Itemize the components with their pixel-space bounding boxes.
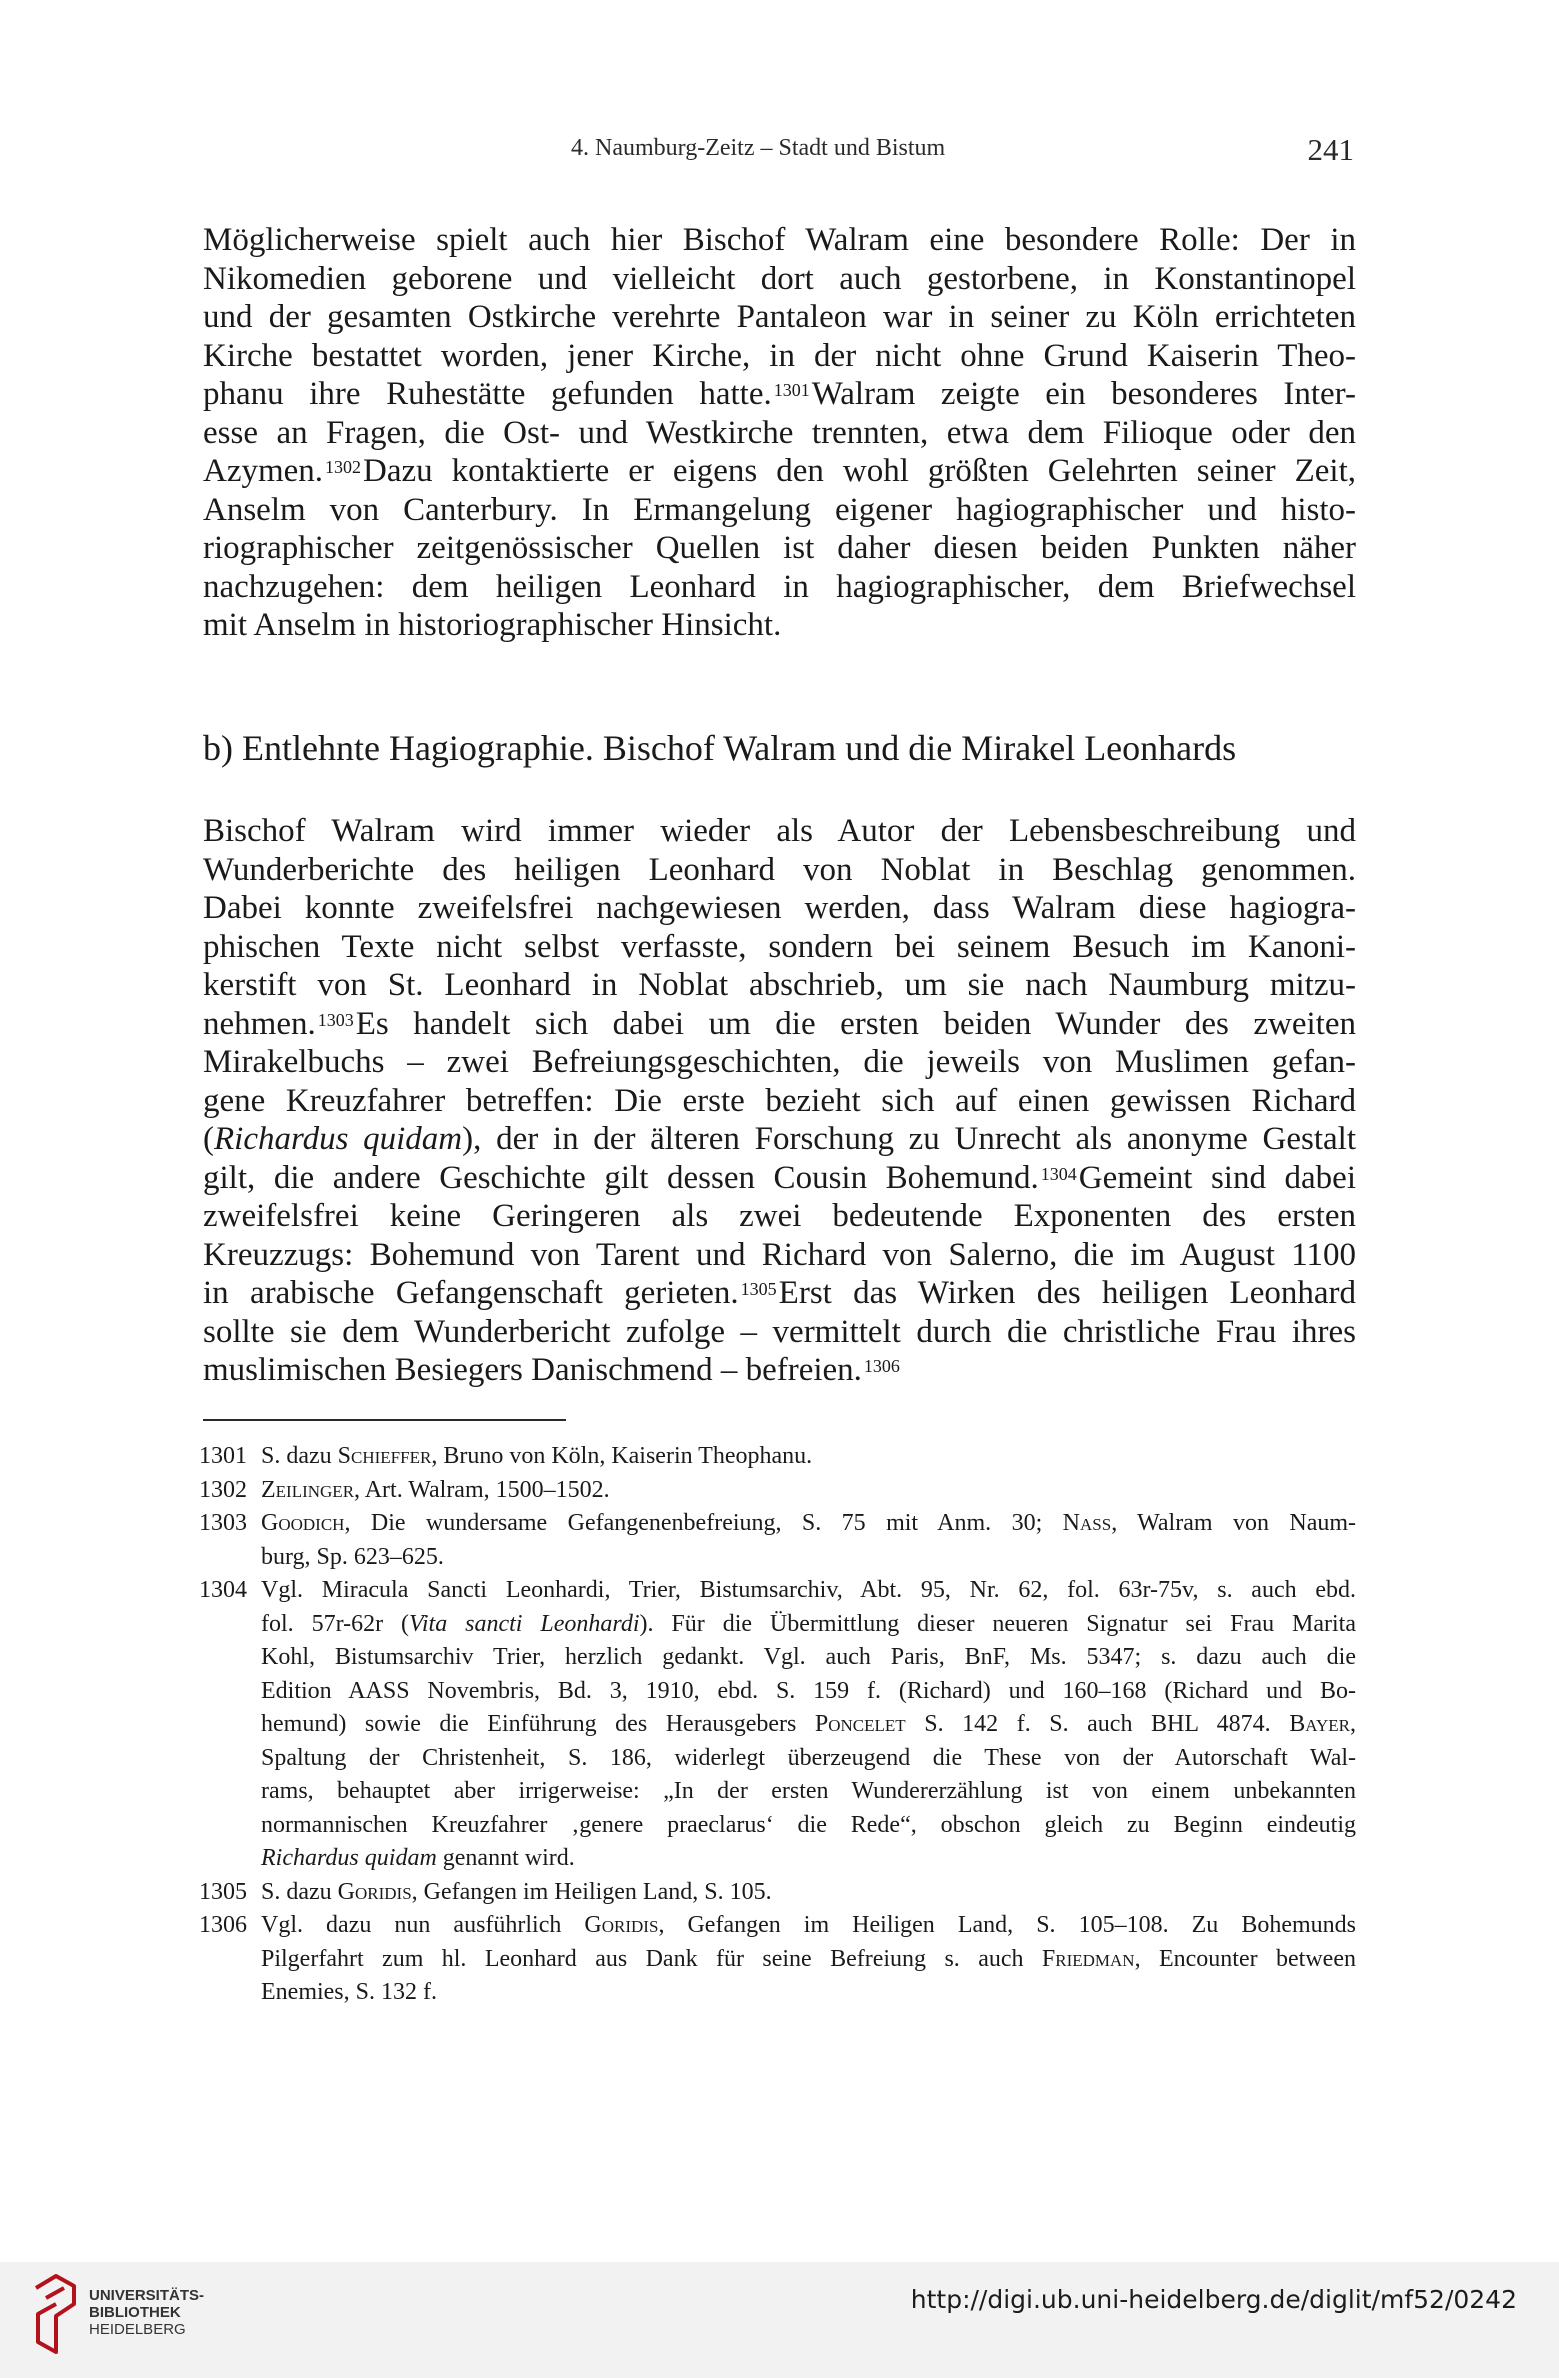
- text-line: mit Anselm in historiographischer Hinsicht.: [203, 607, 782, 643]
- text-line: gene Kreuzfahrer betreffen: Die erste bezieht sich auf einen gewissen Richard: [203, 1082, 1356, 1119]
- footnote-ref-1305[interactable]: 1305: [740, 1279, 777, 1299]
- footnote-line: Vgl. dazu nun ausführlich Goridis, Gefangen im Heiligen Land, S. 105–108. Zu Bohemunds: [261, 1912, 1356, 1938]
- text-line: Bischof Walram wird immer wieder als Autor der Lebensbeschreibung und: [203, 813, 1356, 849]
- footnote-line: S. dazu Schieffer, Bruno von Köln, Kaiserin Theophanu.: [261, 1443, 813, 1469]
- italic-term: Richardus quidam: [214, 1121, 463, 1157]
- text-line: zweifelsfrei keine Geringeren als zwei bedeutende Exponenten des ersten: [203, 1198, 1356, 1234]
- footnote-ref-1304[interactable]: 1304: [1040, 1163, 1077, 1184]
- footnote-line: Zeilinger, Art. Walram, 1500–1502.: [261, 1476, 610, 1503]
- text-line: Wunderberichte des heiligen Leonhard von Noblat in Beschlag genommen.: [203, 851, 1356, 888]
- section-heading: b) Entlehnte Hagiographie. Bischof Walram und die Mirakel Leonhards: [203, 728, 1237, 768]
- text-line: Möglicherweise spielt auch hier Bischof Walram eine besondere Rolle: Der in: [203, 222, 1356, 258]
- text-line: muslimischen Besiegers Danischmend – befreien. $^{1306}$: [203, 1352, 900, 1388]
- footnote-1305: [199, 1876, 1356, 1910]
- footnote-line: Kohl, Bistumsarchiv Trier, herzlich gedankt. Vgl. auch Paris, BnF, Ms. 5347; s. dazu auch die: [261, 1644, 1356, 1670]
- library-name: UNIVERSITÄTS- BIBLIOTHEK HEIDELBERG: [89, 2287, 205, 2338]
- text-line: Nikomedien geborene und vielleicht dort auch gestorbene, in Konstantinopel: [203, 260, 1356, 297]
- text-line: und der gesamten Ostkirche verehrte Pantaleon war in seiner zu Köln errichteten: [203, 299, 1356, 335]
- text-line: (Richardus quidam), der in der älteren Forschung zu Unrecht als anonyme Gestalt: [203, 1121, 1356, 1157]
- text-line: Dabei konnte zweifelsfrei nachgewiesen werden, dass Walram diese hagiogra-: [203, 890, 1356, 926]
- main-paragraph: [203, 812, 1356, 1390]
- text-line: riographischer zeitgenössischer Quellen ist daher diesen beiden Punkten näher: [203, 530, 1356, 566]
- text-line: Mirakelbuchs – zwei Befreiungsgeschichten, die jeweils von Muslimen gefan-: [203, 1044, 1356, 1080]
- page-number: 241: [1307, 132, 1354, 167]
- footnote-number: 1304: [199, 1577, 247, 1603]
- text-line: Kreuzzugs: Bohemund von Tarent und Richard von Salerno, die im August 1100: [203, 1236, 1356, 1273]
- text-line: nehmen. $^{1303}$Es handelt sich dabei um die ersten beiden Wunder des zweiten: [203, 1005, 1356, 1042]
- footnote-number: 1306: [199, 1912, 247, 1938]
- footnote-1306: [199, 1909, 1356, 2010]
- footnote-line: S. dazu Goridis, Gefangen im Heiligen Land, S. 105.: [261, 1878, 772, 1905]
- text-line: kerstift von St. Leonhard in Noblat abschrieb, um sie nach Naumburg mitzu-: [203, 967, 1356, 1003]
- footnote-line: burg, Sp. 623–625.: [261, 1543, 444, 1570]
- footnote-1303: [199, 1507, 1356, 1574]
- text-line: phanu ihre Ruhestätte gefunden hatte. $^{1301}$Walram zeigte ein besonderes Inter-: [203, 376, 1356, 412]
- intro-paragraph: [203, 221, 1356, 645]
- text-line: esse an Fragen, die Ost- und Westkirche trennten, etwa dem Filioque oder den: [203, 414, 1356, 451]
- text-line: in arabische Gefangenschaft gerieten. $^{1305}$Erst das Wirken des heiligen Leonhard: [203, 1275, 1356, 1311]
- text-line: gilt, die andere Geschichte gilt dessen Cousin Bohemund. $^{1304}$Gemeint sind dabei: [203, 1159, 1356, 1196]
- footer-bar: [0, 2262, 1559, 2378]
- text-line: sollte sie dem Wunderbericht zufolge – vermittelt durch die christliche Frau ihres: [203, 1313, 1356, 1350]
- footnote-line: Spaltung der Christenheit, S. 186, widerlegt überzeugend die These von der Autorschaft Wal-: [261, 1744, 1356, 1771]
- running-title: 4. Naumburg-Zeitz – Stadt und Bistum: [571, 135, 946, 161]
- footnote-ref-1303[interactable]: 1303: [317, 1009, 354, 1030]
- footnote-ref-1306[interactable]: 1306: [863, 1356, 900, 1376]
- source-url-link[interactable]: http://digi.ub.uni-heidelberg.de/diglit/mf52/0242: [910, 2285, 1517, 2314]
- footnote-line: Pilgerfahrt zum hl. Leonhard aus Dank für seine Befreiung s. auch Friedman, Encounter between: [261, 1945, 1356, 1972]
- footnote-number: 1301: [199, 1443, 247, 1469]
- footnote-ref-1301[interactable]: 1301: [773, 380, 810, 400]
- footnote-line: hemund) sowie die Einführung des Herausgebers Poncelet S. 142 f. S. auch BHL 4874. Bayer,: [261, 1711, 1356, 1737]
- text-line: Kirche bestattet worden, jener Kirche, in der nicht ohne Grund Kaiserin Theo-: [203, 337, 1356, 374]
- text-line: Azymen. $^{1302}$Dazu kontaktierte er eigens den wohl größten Gelehrten seiner Zeit,: [203, 453, 1356, 489]
- footnote-number: 1303: [199, 1510, 247, 1536]
- footnote-line: Edition AASS Novembris, Bd. 3, 1910, ebd. S. 159 f. (Richard) und 160–168 (Richard und Bo-: [261, 1677, 1356, 1704]
- footnote-ref-1302[interactable]: 1302: [325, 457, 362, 477]
- footnote-line: Enemies, S. 132 f.: [261, 1979, 437, 2005]
- footnote-1304: [199, 1574, 1356, 1876]
- footnote-line: Goodich, Die wundersame Gefangenenbefreiung, S. 75 mit Anm. 30; Naß, Walram von Naum-: [261, 1510, 1357, 1536]
- footnote-number: 1302: [199, 1476, 247, 1503]
- footnote-1302: [199, 1474, 1356, 1508]
- footnotes: [199, 1440, 1356, 2010]
- text-line: nachzugehen: dem heiligen Leonhard in hagiographischer, dem Briefwechsel: [203, 568, 1356, 605]
- text-line: phischen Texte nicht selbst verfasste, sondern bei seinem Besuch im Kanoni-: [203, 928, 1356, 965]
- footnote-line: normannischen Kreuzfahrer ‚genere praeclarus‘ die Rede“, obschon gleich zu Beginn eindeutig: [261, 1811, 1356, 1838]
- footnote-line: rams, behauptet aber irrigerweise: „In der ersten Wundererzählung ist von einem unbekannten: [261, 1778, 1356, 1804]
- footnote-number: 1305: [199, 1878, 247, 1905]
- footnote-1301: [199, 1440, 1356, 1474]
- footnote-line: fol. 57r-62r (Vita sancti Leonhardi). Für die Übermittlung dieser neueren Signatur sei Frau Marita: [261, 1610, 1356, 1637]
- footnote-separator: [203, 1419, 566, 1421]
- footnote-line: Vgl. Miracula Sancti Leonhardi, Trier, Bistumsarchiv, Abt. 95, Nr. 62, fol. 63r-75v, s. auch ebd.: [261, 1577, 1356, 1603]
- text-line: Anselm von Canterbury. In Ermangelung eigener hagiographischer und histo-: [203, 491, 1356, 528]
- footnote-line: Richardus quidam genannt wird.: [261, 1845, 575, 1871]
- library-logo-icon: [34, 2274, 78, 2354]
